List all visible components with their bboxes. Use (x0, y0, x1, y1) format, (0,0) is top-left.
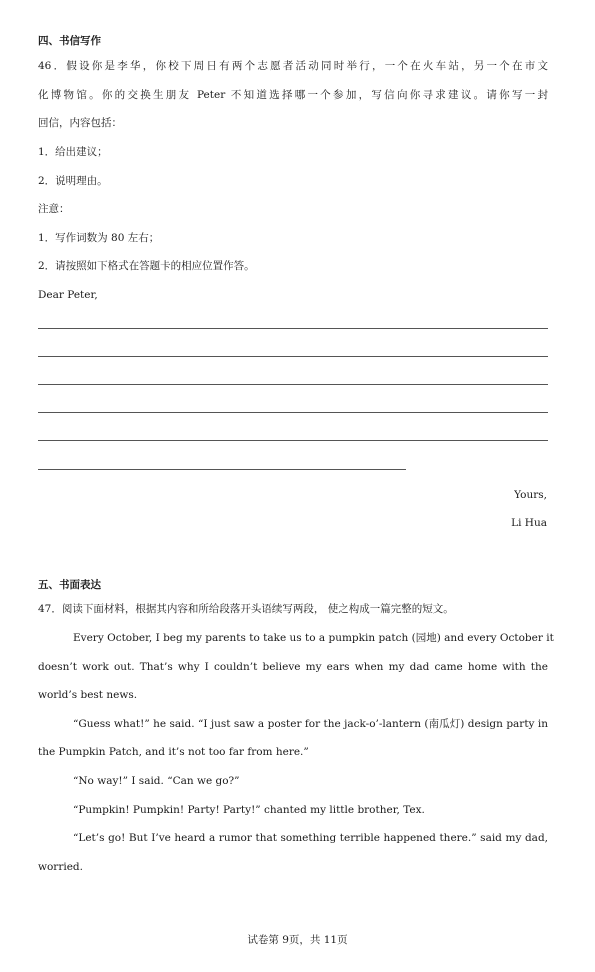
question-46-line-3: 回信，内容包括： (38, 117, 122, 129)
note-item-1: 1．写作词数为 80 左右； (38, 232, 160, 244)
answer-line (38, 412, 548, 413)
answer-line-short (38, 469, 406, 470)
note-label: 注意： (38, 203, 70, 215)
passage-p2-line-2: the Pumpkin Patch, and it’s not too far from here.” (38, 746, 309, 758)
passage-p5-line-1: “Let’s go! But I’ve heard a rumor that something terrible happened there.” said my dad, (73, 832, 548, 844)
passage-p1-line-1: Every October, I beg my parents to take us to a pumpkin patch (园地) and every October it (73, 632, 554, 644)
answer-line (38, 384, 548, 385)
letter-salutation: Dear Peter, (38, 289, 98, 301)
question-46-line-2: 化博物馆。你的交换生朋友 Peter 不知道选择哪一个参加，写信向你寻求建议。请你写一封 (38, 89, 548, 101)
answer-line (38, 356, 548, 357)
answer-line (38, 328, 548, 329)
passage-p1-line-3: world’s best news. (38, 689, 138, 701)
question-46-line-1: 46．假设你是李华，你校下周日有两个志愿者活动同时举行，一个在火车站，另一个在市文 (38, 60, 548, 72)
content-item-2: 2．说明理由。 (38, 175, 108, 187)
content-item-1: 1．给出建议； (38, 146, 108, 158)
passage-p5-line-2: worried. (38, 861, 83, 873)
section-4-heading: 四、书信写作 (38, 35, 101, 47)
answer-line (38, 440, 548, 441)
note-item-2: 2．请按照如下格式在答题卡的相应位置作答。 (38, 260, 255, 272)
passage-p3: “No way!” I said. “Can we go?” (73, 775, 240, 787)
question-47-line: 47．阅读下面材料，根据其内容和所给段落开头语续写两段， 使之构成一篇完整的短文。 (38, 603, 454, 615)
page-footer: 试卷第 9页，共 11页 (247, 934, 348, 946)
passage-p4: “Pumpkin! Pumpkin! Party! Party!” chanted my little brother, Tex. (73, 804, 425, 816)
letter-closing: Yours, (514, 489, 547, 501)
section-5-heading: 五、书面表达 (38, 579, 101, 591)
passage-p1-line-2: doesn’t work out. That’s why I couldn’t believe my ears when my dad came home with the (38, 661, 548, 673)
passage-p2-line-1: “Guess what!” he said. “I just saw a poster for the jack-o’-lantern (南瓜灯) design party in (73, 718, 548, 730)
letter-signature: Li Hua (511, 517, 547, 529)
